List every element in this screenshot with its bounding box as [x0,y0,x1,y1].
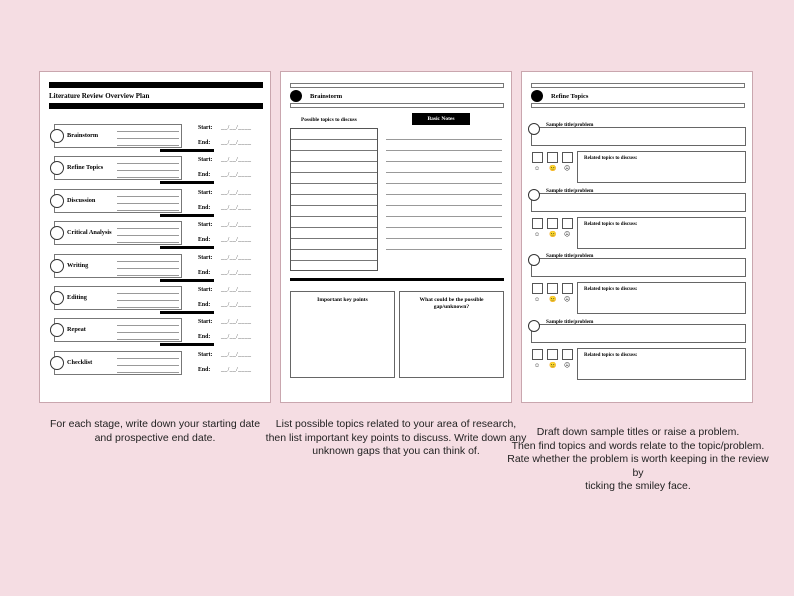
stage-label: Refine Topics [67,164,104,172]
end-label: End: [198,237,211,244]
stage-line [117,293,179,294]
caption-line: then list important key points to discuss. Write down any [265,431,527,444]
stage-divider-bar [160,181,214,184]
stage-line [117,145,179,146]
caption-refine [504,426,772,494]
related-topics-label: Related topics to discuss: [584,156,638,161]
end-date-field[interactable]: __/__/____ [221,204,252,211]
caption-brainstorm [260,418,532,459]
stage-line [117,228,179,229]
topic-row[interactable] [291,195,377,206]
neutral-face-icon: 😐 [549,231,557,238]
note-line[interactable] [386,172,502,173]
sample-circle-icon[interactable] [528,189,540,201]
start-label: Start: [198,287,213,293]
stage-divider-bar [160,149,214,152]
neutral-face-icon: 😐 [549,166,557,172]
topic-row[interactable] [291,129,377,140]
related-topics-box[interactable] [577,217,746,249]
start-label: Start: [198,254,213,261]
sad-face-icon: ☹ [564,231,571,238]
related-topics-box[interactable] [577,348,746,380]
end-date-field[interactable]: __/__/____ [221,237,252,244]
stage-line [117,268,179,269]
stage-label: Critical Analysis [67,229,112,237]
note-line[interactable] [386,150,502,151]
caption-line: and prospective end date. [94,431,216,444]
stage-circle-icon[interactable] [50,356,64,370]
stage-card[interactable] [54,124,182,148]
sad-face-icon: ☹ [564,362,571,369]
sample-circle-icon[interactable] [528,123,540,135]
stage-label: Writing [67,261,89,269]
sample-title-box[interactable] [531,258,746,277]
end-date-field[interactable]: __/__/____ [221,302,252,308]
stage-line [117,339,179,340]
start-date-field[interactable]: __/__/____ [221,189,252,196]
end-date-field[interactable]: __/__/____ [221,269,252,276]
topic-row[interactable] [291,228,377,239]
stage-line [117,275,179,276]
stage-line [117,170,179,171]
stage-divider-bar [160,311,214,314]
stage-line [117,325,179,326]
end-label: End: [198,204,211,211]
stage-line [117,235,179,236]
stage-label: Brainstorm [67,132,99,139]
end-label: End: [198,140,211,146]
gap-box[interactable] [399,291,504,378]
stage-label: Editing [67,294,87,301]
topic-row[interactable] [291,184,377,195]
end-date-field[interactable]: __/__/____ [221,366,252,373]
end-label: End: [198,172,211,179]
stage-circle-icon[interactable] [50,291,64,305]
topics-label: Possible topics to discuss [301,117,357,123]
topic-row[interactable] [291,162,377,173]
smile-face-icon: ☺ [534,297,541,303]
note-line[interactable] [386,249,502,250]
page-overview-plan [39,71,271,403]
note-line[interactable] [386,238,502,239]
title-underline-bar [49,103,263,109]
rating-checkbox[interactable] [532,349,543,360]
neutral-face-icon: 😐 [549,362,557,369]
header-dot-icon [290,90,302,102]
start-date-field[interactable]: __/__/____ [221,125,252,131]
start-date-field[interactable]: __/__/____ [221,319,252,326]
stage-line [117,177,179,178]
smile-face-icon: ☺ [534,231,541,238]
page-title: Literature Review Overview Plan [49,92,150,100]
rating-checkbox[interactable] [547,283,558,294]
rating-checkbox[interactable] [562,218,573,229]
topic-row[interactable] [291,206,377,217]
header-line-top [290,83,504,88]
end-label: End: [198,334,211,341]
page-title: Refine Topics [551,93,589,100]
caption-line: Rate whether the problem is worth keeping in the review by [507,453,769,479]
rating-checkbox[interactable] [547,152,558,163]
end-label: End: [198,366,211,373]
rating-checkbox[interactable] [562,349,573,360]
sample-circle-icon[interactable] [528,254,540,266]
page-brainstorm [280,71,512,403]
caption-line: List possible topics related to your area of research, [275,418,517,430]
stage-line [117,131,179,132]
header-line-bottom [290,103,504,108]
neutral-face-icon: 😐 [549,297,557,303]
stage-circle-icon[interactable] [50,226,64,240]
basic-notes-label: Basic Notes [412,113,470,125]
stage-card[interactable] [54,351,182,375]
note-line[interactable] [386,216,502,217]
end-label: End: [198,269,211,276]
stage-circle-icon[interactable] [50,323,64,337]
stage-card[interactable] [54,189,182,213]
stage-card[interactable] [54,221,182,245]
sample-title-box[interactable] [531,127,746,146]
topic-row[interactable] [291,151,377,162]
caption-line: Then find topics and words relate to the topic/problem. [511,439,765,452]
stage-line [117,358,179,359]
start-date-field[interactable]: __/__/____ [221,222,252,229]
related-topics-label: Related topics to discuss: [584,287,638,292]
end-date-field[interactable]: __/__/____ [221,172,252,179]
stage-divider-bar [160,279,214,282]
caption-line: ticking the smiley face. [585,480,691,492]
rating-checkbox[interactable] [532,152,543,163]
note-line[interactable] [386,139,502,140]
topic-row[interactable] [291,140,377,151]
start-label: Start: [198,222,213,229]
note-line[interactable] [386,194,502,195]
rating-checkbox[interactable] [532,218,543,229]
stage-card[interactable] [54,156,182,180]
stage-label: Discussion [67,196,96,204]
start-date-field[interactable]: __/__/____ [221,157,252,164]
topic-row[interactable] [291,250,377,261]
topics-grid[interactable] [290,128,378,271]
start-date-field[interactable]: __/__/____ [221,254,252,261]
stage-line [117,307,179,308]
stage-line [117,372,179,373]
start-label: Start: [198,319,213,326]
caption-line: Draft down sample titles or raise a problem. [536,426,740,438]
stage-circle-icon[interactable] [50,161,64,175]
stage-line [117,210,179,211]
topic-row[interactable] [291,173,377,184]
stage-line [117,163,179,164]
stage-card[interactable] [54,254,182,278]
sample-title-label: Sample title/problem [546,122,594,128]
top-bar [49,82,263,88]
sample-title-box[interactable] [531,324,746,343]
header-dot-icon [531,90,543,102]
start-label: Start: [198,125,213,131]
smile-face-icon: ☺ [534,166,541,172]
page-title: Brainstorm [310,93,343,100]
note-line[interactable] [386,183,502,184]
stage-line [117,203,179,204]
stage-line [117,365,179,366]
start-date-field[interactable]: __/__/____ [221,287,252,293]
topic-row[interactable] [291,217,377,228]
stage-divider-bar [160,246,214,249]
sample-circle-icon[interactable] [528,320,540,332]
stage-circle-icon[interactable] [50,129,64,143]
related-topics-box[interactable] [577,282,746,314]
related-topics-label: Related topics to discuss: [584,352,638,358]
stage-card[interactable] [54,286,182,310]
stage-label: Repeat [67,326,86,334]
sad-face-icon: ☹ [564,297,571,303]
stage-line [117,196,179,197]
caption-line: unknown gaps that you can think of. [312,445,480,457]
sample-title-label: Sample title/problem [546,187,594,194]
stage-line [117,261,179,262]
sad-face-icon: ☹ [564,166,571,172]
page-refine-topics [521,71,753,403]
stage-label: Checklist [67,358,93,366]
stage-line [117,300,179,301]
rating-checkbox[interactable] [547,349,558,360]
end-date-field[interactable]: __/__/____ [221,334,252,341]
sample-title-label: Sample title/problem [546,318,594,325]
section-divider-bar [290,278,504,281]
related-topics-label: Related topics to discuss: [584,221,638,227]
topic-row[interactable] [291,239,377,250]
rating-checkbox[interactable] [562,283,573,294]
related-topics-box[interactable] [577,151,746,183]
caption-overview [39,418,271,445]
rating-checkbox[interactable] [562,152,573,163]
stage-divider-bar [160,214,214,217]
note-line[interactable] [386,227,502,228]
rating-checkbox[interactable] [532,283,543,294]
start-date-field[interactable]: __/__/____ [221,351,252,358]
start-label: Start: [198,189,213,196]
stage-line [117,138,179,139]
start-label: Start: [198,351,213,358]
stage-line [117,242,179,243]
stage-line [117,332,179,333]
gap-label: What could be the possible gap/unknown? [419,297,484,310]
sample-title-box[interactable] [531,193,746,212]
stage-circle-icon[interactable] [50,259,64,273]
stage-divider-bar [160,343,214,346]
header-line-top [531,83,745,88]
caption-line: For each stage, write down your starting date [49,418,261,430]
end-date-field[interactable]: __/__/____ [221,140,252,146]
start-label: Start: [198,157,213,164]
stage-card[interactable] [54,318,182,342]
key-points-label: Important key points [317,297,368,303]
rating-checkbox[interactable] [547,218,558,229]
sample-title-label: Sample title/problem [546,253,594,259]
end-label: End: [198,302,211,308]
stage-circle-icon[interactable] [50,194,64,208]
note-line[interactable] [386,161,502,162]
smile-face-icon: ☺ [534,362,541,369]
note-line[interactable] [386,205,502,206]
key-points-box[interactable] [290,291,395,378]
header-line-bottom [531,103,745,108]
